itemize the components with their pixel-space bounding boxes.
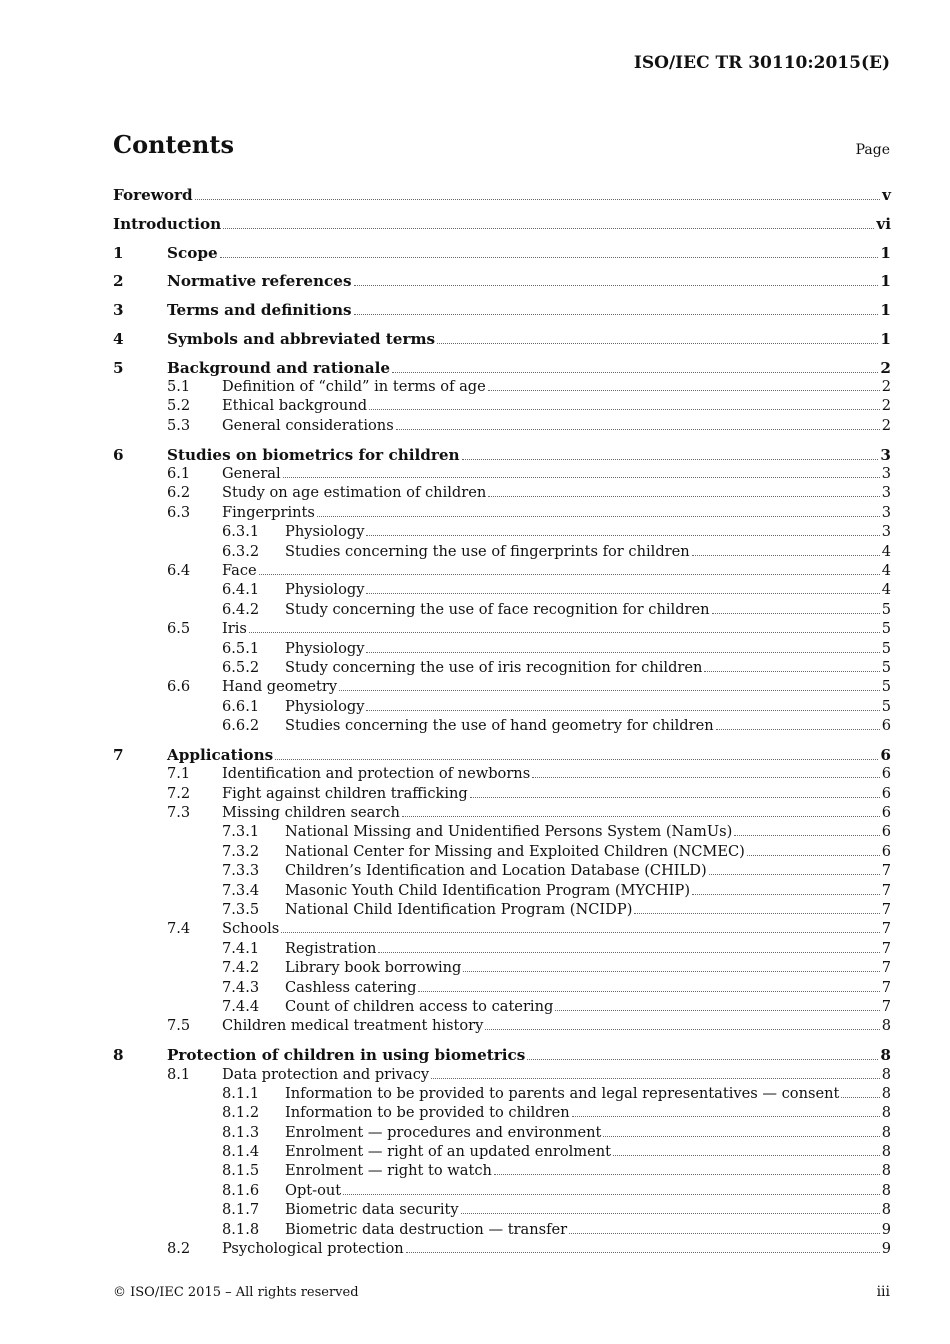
- toc-entry-title: Fight against children trafficking: [222, 784, 468, 802]
- dot-leader: [366, 652, 879, 653]
- dot-leader: [485, 1029, 879, 1030]
- dot-leader: [366, 710, 879, 711]
- toc-entry-page: 7: [881, 881, 891, 899]
- toc-entry[interactable]: [113, 862, 891, 881]
- toc-entry-title: Missing children search: [222, 804, 400, 822]
- toc-entry[interactable]: [113, 698, 891, 717]
- toc-entry-page: 8: [881, 1104, 891, 1122]
- toc-entry[interactable]: [113, 504, 891, 523]
- toc-entry-number: 3: [113, 301, 124, 320]
- toc-entry-page: 1: [880, 329, 891, 348]
- toc-entry[interactable]: [113, 359, 891, 378]
- toc-entry-number: 7.4: [167, 920, 191, 938]
- dot-leader: [461, 1213, 880, 1214]
- dot-leader: [339, 690, 880, 691]
- toc-entry-title: Enrolment — right to watch: [285, 1162, 492, 1180]
- toc-entry-page: 6: [881, 804, 891, 822]
- toc-entry-number: 7.3.2: [222, 842, 260, 860]
- toc-entry-number: 7.3: [167, 804, 191, 822]
- toc-entry[interactable]: [113, 1162, 891, 1181]
- toc-entry-page: 2: [881, 378, 891, 396]
- toc-entry-page: 8: [881, 1143, 891, 1161]
- toc-entry-page: 2: [880, 358, 891, 377]
- toc-entry-page: 2: [881, 416, 891, 434]
- dot-leader: [220, 257, 879, 258]
- toc-entry-title: Children’s Identification and Location Database (CHILD): [285, 862, 707, 880]
- dot-leader: [527, 1059, 878, 1060]
- toc-entry[interactable]: [113, 186, 891, 205]
- toc-entry-title: Schools: [222, 920, 280, 938]
- dot-leader: [716, 729, 880, 730]
- dot-leader: [406, 1252, 880, 1253]
- toc-entry[interactable]: [113, 397, 891, 416]
- dot-leader: [734, 835, 879, 836]
- toc-entry-page: 7: [881, 959, 891, 977]
- toc-entry-title: National Missing and Unidentified Persons System (NamUs): [285, 823, 733, 841]
- toc-entry-page: 7: [881, 901, 891, 919]
- toc-entry-page: v: [882, 186, 891, 204]
- toc-entry-page: 7: [881, 939, 891, 957]
- dot-leader: [747, 855, 880, 856]
- toc-entry[interactable]: [113, 1240, 891, 1259]
- toc-entry-number: 6.6: [167, 678, 191, 696]
- toc-entry-title: Enrolment — right of an updated enrolment: [285, 1143, 612, 1161]
- dot-leader: [841, 1097, 879, 1098]
- toc-entry[interactable]: [113, 301, 891, 320]
- toc-entry-title: Biometric data security: [285, 1201, 459, 1219]
- toc-entry-number: 7.1: [167, 765, 191, 783]
- toc-entry[interactable]: [113, 1182, 891, 1201]
- document-id: ISO/IEC TR 30110:2015(E): [633, 53, 890, 73]
- toc-entry-page: 5: [881, 678, 891, 696]
- toc-entry-number: 7.4.1: [222, 939, 260, 957]
- toc-entry[interactable]: [113, 562, 891, 581]
- toc-entry-title: Terms and definitions: [167, 301, 352, 320]
- toc-entry-page: 8: [881, 1181, 891, 1199]
- toc-entry-number: 1: [113, 243, 124, 262]
- toc-entry-page: 1: [880, 301, 891, 320]
- toc-entry[interactable]: [113, 979, 891, 998]
- toc-entry[interactable]: [113, 1221, 891, 1240]
- toc-entry-title: Symbols and abbreviated terms: [167, 329, 436, 348]
- toc-entry-page: 5: [881, 639, 891, 657]
- toc-entry-title: Masonic Youth Child Identification Program (MYCHIP): [285, 881, 691, 899]
- dot-leader: [603, 1136, 879, 1137]
- toc-entry-title: Studies concerning the use of fingerprints for children: [285, 542, 690, 560]
- toc-entry-title: Studies concerning the use of hand geometry for children: [285, 717, 714, 735]
- dot-leader: [283, 477, 880, 478]
- toc-entry[interactable]: [113, 446, 891, 465]
- toc-entry[interactable]: [113, 659, 891, 678]
- dot-leader: [396, 429, 880, 430]
- toc-entry[interactable]: [113, 746, 891, 765]
- dot-leader: [195, 199, 881, 200]
- toc-entry-title: National Center for Missing and Exploited Children (NCMEC): [285, 842, 745, 860]
- toc-entry-title: Scope: [167, 243, 218, 262]
- toc-entry[interactable]: [113, 581, 891, 600]
- dot-leader: [555, 1010, 879, 1011]
- toc-entry-title: Study concerning the use of iris recognition for children: [285, 658, 703, 676]
- dot-leader: [712, 613, 880, 614]
- toc-entry[interactable]: [113, 244, 891, 263]
- toc-entry-number: 7.3.4: [222, 881, 260, 899]
- toc-entry-number: 8.1: [167, 1065, 191, 1083]
- toc-entry[interactable]: [113, 804, 891, 823]
- toc-entry-title: Applications: [167, 745, 274, 764]
- dot-leader: [418, 991, 879, 992]
- toc-entry-number: 6.5.2: [222, 658, 260, 676]
- dot-leader: [431, 1078, 880, 1079]
- toc-entry-title: Physiology: [285, 581, 365, 599]
- toc-entry-page: 8: [880, 1046, 891, 1065]
- toc-entry[interactable]: [113, 1104, 891, 1123]
- toc-entry-page: 6: [881, 765, 891, 783]
- toc-entry-page: 1: [880, 243, 891, 262]
- toc-entry-number: 5.3: [167, 416, 191, 434]
- dot-leader: [634, 913, 879, 914]
- dot-leader: [488, 496, 879, 497]
- toc-entry[interactable]: [113, 620, 891, 639]
- toc-entry-page: 3: [881, 484, 891, 502]
- toc-entry-title: Physiology: [285, 639, 365, 657]
- toc-entry-number: 6.3.1: [222, 523, 260, 541]
- toc-entry[interactable]: [113, 543, 891, 562]
- toc-entry[interactable]: [113, 717, 891, 736]
- toc-entry[interactable]: [113, 1124, 891, 1143]
- toc-entry-number: 7.3.3: [222, 862, 260, 880]
- toc-entry-title: Foreword: [113, 186, 193, 204]
- toc-entry-page: 5: [881, 658, 891, 676]
- dot-leader: [437, 343, 878, 344]
- toc-entry-title: Cashless catering: [285, 978, 417, 996]
- toc-entry-number: 8.1.4: [222, 1143, 260, 1161]
- dot-leader: [488, 390, 880, 391]
- dot-leader: [572, 1116, 880, 1117]
- toc-entry-page: 8: [881, 1201, 891, 1219]
- toc-entry-number: 6.1: [167, 465, 191, 483]
- toc-entry[interactable]: [113, 765, 891, 784]
- toc-entry[interactable]: [113, 901, 891, 920]
- toc-entry-title: Ethical background: [222, 397, 368, 415]
- dot-leader: [402, 816, 880, 817]
- toc-entry-number: 8.1.2: [222, 1104, 260, 1122]
- toc-entry-title: Definition of “child” in terms of age: [222, 378, 486, 396]
- dot-leader: [343, 1194, 880, 1195]
- toc-entry-page: 8: [881, 1123, 891, 1141]
- dot-leader: [692, 555, 880, 556]
- toc-entry-page: 3: [881, 523, 891, 541]
- toc-entry-title: General: [222, 465, 281, 483]
- toc-entry-page: 3: [880, 445, 891, 464]
- dot-leader: [569, 1233, 880, 1234]
- toc-entry-title: Count of children access to catering: [285, 997, 554, 1015]
- toc-entry-title: Children medical treatment history: [222, 1017, 484, 1035]
- toc-entry-title: Data protection and privacy: [222, 1065, 430, 1083]
- dot-leader: [704, 671, 879, 672]
- toc-entry-number: 5: [113, 358, 124, 377]
- toc-entry-number: 6.4.1: [222, 581, 260, 599]
- toc-entry-page: 6: [880, 745, 891, 764]
- toc-entry-page: 6: [881, 823, 891, 841]
- toc-entry-number: 6.5.1: [222, 639, 260, 657]
- toc-entry[interactable]: [113, 920, 891, 939]
- toc-entry[interactable]: [113, 417, 891, 436]
- toc-entry[interactable]: [113, 959, 891, 978]
- toc-entry[interactable]: [113, 998, 891, 1017]
- dot-leader: [354, 314, 879, 315]
- toc-entry-title: Study concerning the use of face recognition for children: [285, 600, 710, 618]
- toc-entry-title: Identification and protection of newborns: [222, 765, 531, 783]
- toc-entry-number: 5.1: [167, 378, 191, 396]
- toc-entry-title: Studies on biometrics for children: [167, 445, 460, 464]
- toc-entry-number: 7.5: [167, 1017, 191, 1035]
- dot-leader: [223, 228, 874, 229]
- toc-entry-title: Library book borrowing: [285, 959, 462, 977]
- toc-entry[interactable]: [113, 1201, 891, 1220]
- toc-entry-number: 7.2: [167, 784, 191, 802]
- toc-entry-title: Face: [222, 561, 257, 579]
- toc-entry-page: 5: [881, 697, 891, 715]
- toc-entry-page: 1: [880, 272, 891, 291]
- toc-entry-page: 8: [881, 1162, 891, 1180]
- dot-leader: [692, 894, 880, 895]
- toc-entry-title: National Child Identification Program (NCIDP): [285, 901, 633, 919]
- toc-entry-title: Opt-out: [285, 1181, 342, 1199]
- dot-leader: [494, 1174, 880, 1175]
- toc-entry-number: 6.5: [167, 620, 191, 638]
- toc-entry-title: Information to be provided to parents and legal representatives — consent: [285, 1084, 840, 1102]
- toc-entry-number: 6.3.2: [222, 542, 260, 560]
- toc-entry-number: 6: [113, 445, 124, 464]
- toc-entry-page: 7: [881, 862, 891, 880]
- toc-entry-number: 6.2: [167, 484, 191, 502]
- toc-entry-title: Physiology: [285, 697, 365, 715]
- toc-entry-number: 6.3: [167, 503, 191, 521]
- toc-entry-title: General considerations: [222, 416, 394, 434]
- copyright-notice: © ISO/IEC 2015 – All rights reserved: [113, 1285, 359, 1300]
- dot-leader: [613, 1155, 880, 1156]
- toc-entry-number: 8.1.6: [222, 1181, 260, 1199]
- toc-entry-number: 8.1.1: [222, 1084, 260, 1102]
- dot-leader: [354, 285, 879, 286]
- toc-entry-number: 6.6.2: [222, 717, 260, 735]
- toc-entry-page: 8: [881, 1017, 891, 1035]
- toc-entry[interactable]: [113, 1017, 891, 1036]
- toc-entry[interactable]: [113, 465, 891, 484]
- toc-entry-page: 3: [881, 465, 891, 483]
- toc-entry-page: 7: [881, 997, 891, 1015]
- toc-entry-number: 7: [113, 745, 124, 764]
- toc-entry-number: 7.3.1: [222, 823, 260, 841]
- dot-leader: [532, 777, 880, 778]
- toc-entry-title: Registration: [285, 939, 377, 957]
- toc-entry[interactable]: [113, 940, 891, 959]
- toc-entry-number: 7.4.4: [222, 997, 260, 1015]
- dot-leader: [366, 593, 879, 594]
- toc-entry-page: 6: [881, 784, 891, 802]
- toc-entry-title: Psychological protection: [222, 1240, 404, 1258]
- toc-entry-page: 5: [881, 600, 891, 618]
- toc-entry-title: Iris: [222, 620, 247, 638]
- toc-entry-title: Biometric data destruction — transfer: [285, 1220, 568, 1238]
- dot-leader: [709, 874, 880, 875]
- toc-entry-title: Protection of children in using biometrics: [167, 1046, 526, 1065]
- toc-entry[interactable]: [113, 215, 891, 234]
- toc-entry[interactable]: [113, 378, 891, 397]
- toc-entry-number: 5.2: [167, 397, 191, 415]
- toc-entry-number: 6.4: [167, 561, 191, 579]
- dot-leader: [317, 516, 880, 517]
- page-column-label: Page: [855, 142, 890, 158]
- toc-entry-page: 3: [881, 503, 891, 521]
- toc-entry-page: 4: [881, 561, 891, 579]
- toc-entry-title: Information to be provided to children: [285, 1104, 570, 1122]
- toc-entry-title: Enrolment — procedures and environment: [285, 1123, 602, 1141]
- toc-entry-title: Study on age estimation of children: [222, 484, 487, 502]
- dot-leader: [463, 971, 879, 972]
- dot-leader: [366, 535, 879, 536]
- toc-entry[interactable]: [113, 1046, 891, 1065]
- dot-leader: [281, 932, 879, 933]
- table-of-contents: [113, 186, 891, 1259]
- toc-entry-page: 2: [881, 397, 891, 415]
- toc-entry[interactable]: [113, 1085, 891, 1104]
- toc-entry-page: 4: [881, 542, 891, 560]
- toc-entry[interactable]: [113, 330, 891, 349]
- toc-entry-number: 4: [113, 329, 124, 348]
- toc-entry-page: 6: [881, 842, 891, 860]
- contents-heading: Contents: [113, 130, 234, 159]
- toc-entry-title: Fingerprints: [222, 503, 315, 521]
- toc-entry-number: 8.1.8: [222, 1220, 260, 1238]
- toc-entry-title: Hand geometry: [222, 678, 338, 696]
- toc-entry[interactable]: [113, 1143, 891, 1162]
- toc-entry[interactable]: [113, 1066, 891, 1085]
- toc-entry[interactable]: [113, 640, 891, 659]
- page-number: iii: [876, 1284, 890, 1300]
- toc-entry-number: 8.1.3: [222, 1123, 260, 1141]
- toc-entry-title: Background and rationale: [167, 358, 391, 377]
- toc-entry-page: 5: [881, 620, 891, 638]
- toc-entry-page: vi: [876, 214, 891, 233]
- toc-entry-title: Normative references: [167, 272, 352, 291]
- toc-entry-page: 7: [881, 978, 891, 996]
- dot-leader: [369, 409, 880, 410]
- toc-entry-number: 8.1.7: [222, 1201, 260, 1219]
- toc-entry-page: 9: [881, 1240, 891, 1258]
- toc-entry-number: 8.2: [167, 1240, 191, 1258]
- toc-entry[interactable]: [113, 601, 891, 620]
- toc-entry-page: 7: [881, 920, 891, 938]
- toc-entry-page: 6: [881, 717, 891, 735]
- toc-entry-number: 8.1.5: [222, 1162, 260, 1180]
- toc-entry-title: Physiology: [285, 523, 365, 541]
- toc-entry[interactable]: [113, 785, 891, 804]
- dot-leader: [249, 632, 880, 633]
- toc-entry-number: 6.6.1: [222, 697, 260, 715]
- toc-entry-page: 8: [881, 1065, 891, 1083]
- toc-entry[interactable]: [113, 523, 891, 542]
- toc-entry-title: Introduction: [113, 214, 222, 233]
- toc-entry-number: 7.4.3: [222, 978, 260, 996]
- toc-entry[interactable]: [113, 843, 891, 862]
- toc-entry-page: 9: [881, 1220, 891, 1238]
- toc-entry-number: 7.4.2: [222, 959, 260, 977]
- toc-entry-page: 4: [881, 581, 891, 599]
- dot-leader: [470, 797, 880, 798]
- dot-leader: [378, 952, 879, 953]
- toc-entry-number: 8: [113, 1046, 124, 1065]
- toc-entry-page: 8: [881, 1084, 891, 1102]
- toc-entry[interactable]: [113, 272, 891, 291]
- dot-leader: [462, 459, 879, 460]
- dot-leader: [259, 574, 880, 575]
- toc-entry-number: 2: [113, 272, 124, 291]
- dot-leader: [392, 372, 878, 373]
- dot-leader: [275, 759, 878, 760]
- toc-entry-number: 7.3.5: [222, 901, 260, 919]
- toc-entry-number: 6.4.2: [222, 600, 260, 618]
- toc-entry[interactable]: [113, 882, 891, 901]
- toc-entry[interactable]: [113, 823, 891, 842]
- toc-entry[interactable]: [113, 678, 891, 697]
- toc-entry[interactable]: [113, 484, 891, 503]
